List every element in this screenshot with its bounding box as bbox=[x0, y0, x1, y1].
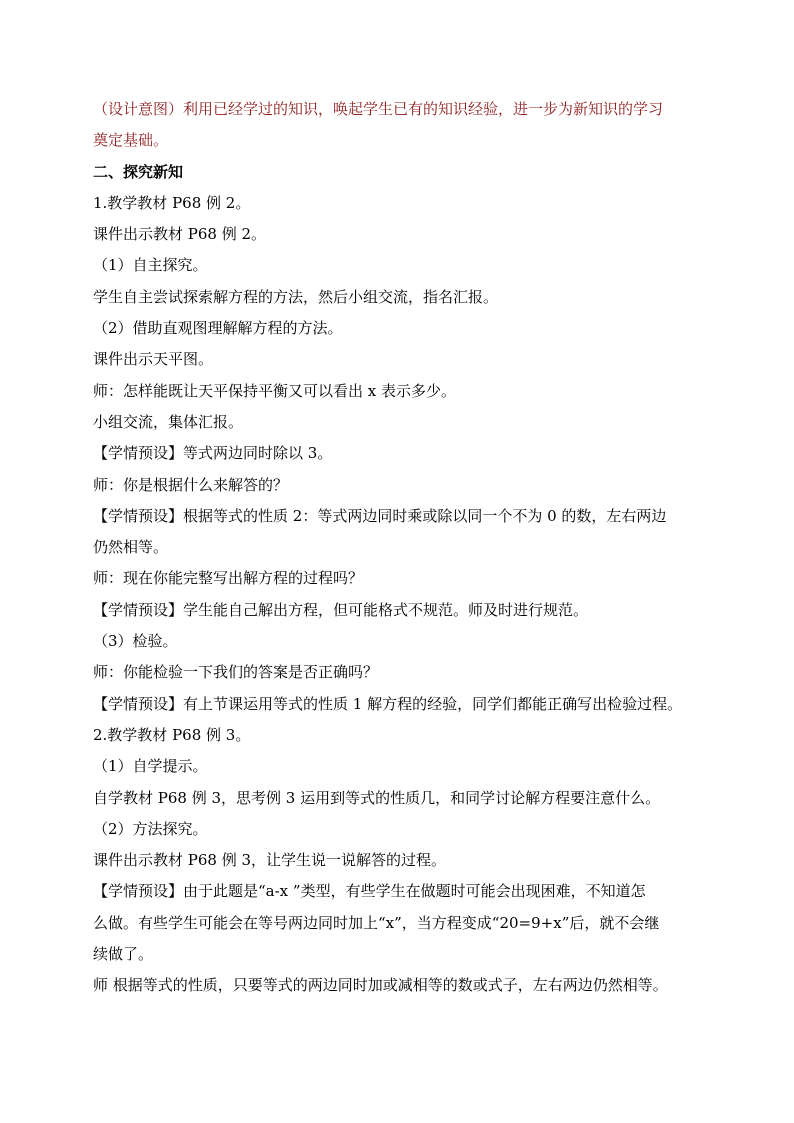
paragraph-line: 师：怎样能既让天平保持平衡又可以看出 x 表示多少。 bbox=[93, 381, 456, 400]
paragraph-line: 师 根据等式的性质，只要等式的两边同时加或减相等的数或式子，左右两边仍然相等。 bbox=[93, 976, 668, 995]
paragraph-line: 师：你能检验一下我们的答案是否正确吗？ bbox=[93, 663, 379, 682]
paragraph-line: 自学教材 P68 例 3，思考例 3 运用到等式的性质几，和同学讨论解方程要注意什么。 bbox=[93, 788, 661, 807]
paragraph-line: 课件出示天平图。 bbox=[93, 350, 214, 369]
design-intent-line-2: 奠定基础。 bbox=[93, 131, 169, 150]
paragraph-line: 【学情预设】等式两边同时除以 3。 bbox=[93, 444, 333, 463]
paragraph-line: 【学情预设】由于此题是“a-x ”类型，有些学生在做题时可能会出现困难，不知道怎 bbox=[93, 882, 646, 901]
paragraph-line: 课件出示教材 P68 例 2。 bbox=[93, 225, 267, 244]
paragraph-line: 【学情预设】根据等式的性质 2：等式两边同时乘或除以同一个不为 0 的数，左右两边 bbox=[93, 506, 667, 525]
paragraph-line: 【学情预设】有上节课运用等式的性质 1 解方程的经验，同学们都能正确写出检验过程。 bbox=[93, 694, 683, 713]
paragraph-line: 课件出示教材 P68 例 3，让学生说一说解答的过程。 bbox=[93, 851, 447, 870]
paragraph-line: 学生自主尝试探索解方程的方法，然后小组交流，指名汇报。 bbox=[93, 287, 499, 306]
paragraph-line: 师：你是根据什么来解答的？ bbox=[93, 475, 289, 494]
paragraph-line: （1）自学提示。 bbox=[93, 757, 208, 776]
paragraph-line: （2）借助直观图理解解方程的方法。 bbox=[93, 319, 343, 338]
paragraph-line: 1.教学教材 P68 例 2。 bbox=[93, 193, 251, 212]
document-page bbox=[93, 94, 705, 1002]
paragraph-line: 么做。有些学生可能会在等号两边同时加上“x”，当方程变成“20=9+x”后，就不会继 bbox=[93, 913, 660, 932]
section-heading: 二、探究新知 bbox=[93, 162, 184, 181]
paragraph-line: 仍然相等。 bbox=[93, 538, 169, 557]
paragraph-line: 2.教学教材 P68 例 3。 bbox=[93, 725, 251, 744]
paragraph-line: （3）检验。 bbox=[93, 632, 178, 651]
paragraph-line: （2）方法探究。 bbox=[93, 819, 208, 838]
paragraph-line: 师：现在你能完整写出解方程的过程吗？ bbox=[93, 569, 364, 588]
paragraph-line: （1）自主探究。 bbox=[93, 256, 208, 275]
paragraph-line: 小组交流，集体汇报。 bbox=[93, 412, 244, 431]
design-intent-line-1: （设计意图）利用已经学过的知识，唤起学生已有的知识经验，进一步为新知识的学习 bbox=[93, 100, 664, 118]
paragraph-line: 续做了。 bbox=[93, 945, 154, 964]
paragraph-line: 【学情预设】学生能自己解出方程，但可能格式不规范。师及时进行规范。 bbox=[93, 600, 589, 619]
